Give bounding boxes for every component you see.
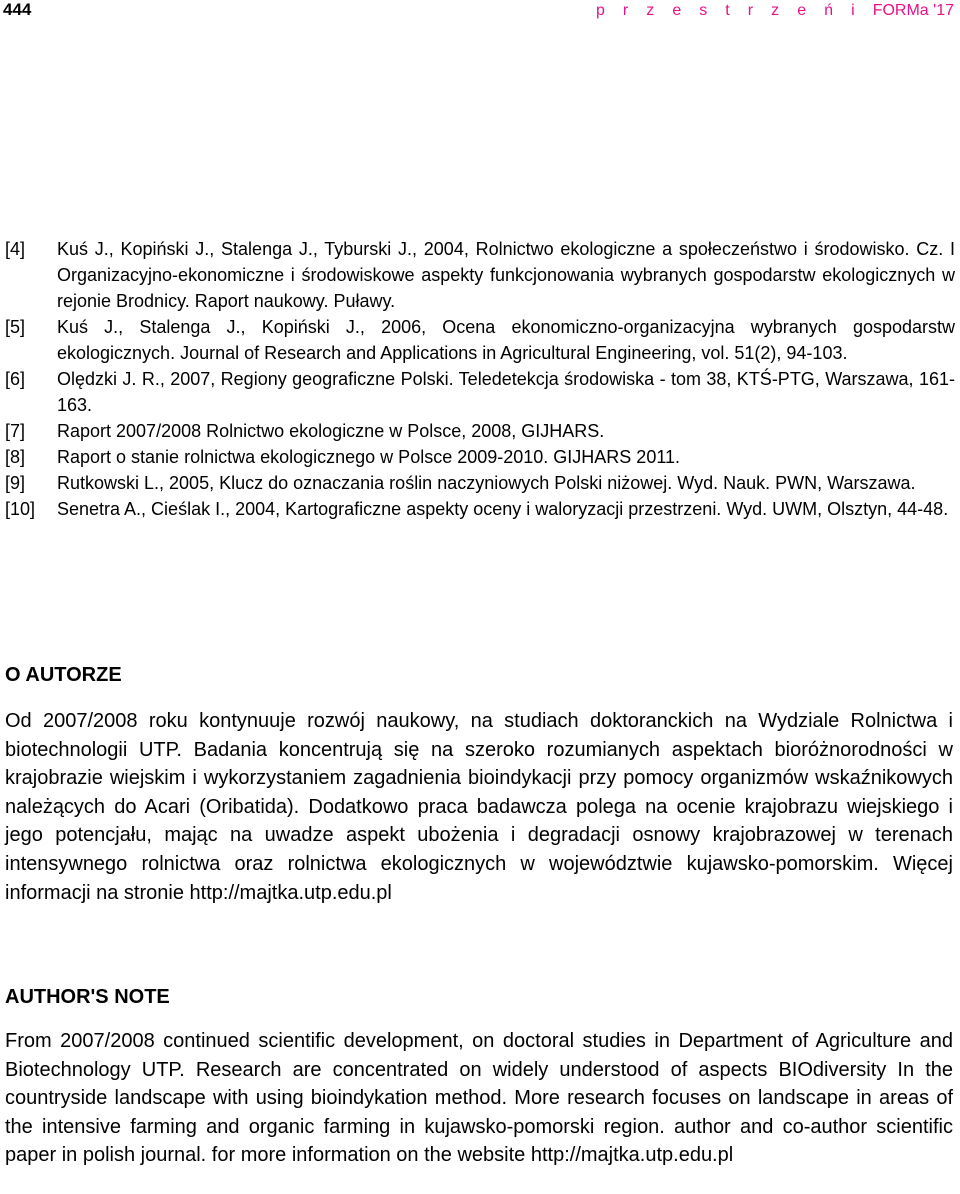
reference-item [5, 418, 955, 444]
reference-number: [8] [5, 447, 26, 467]
reference-item [5, 314, 955, 366]
reference-text: Olędzki J. R., 2007, Regiony geograficzne Polski. Teledetekcja środowiska - tom 38, KTŚ-PTG, Warszawa, 161-163. [57, 369, 955, 415]
about-author-paragraph: Od 2007/2008 roku kontynuuje rozwój naukowy, na studiach doktoranckich na Wydziale Rolnictwa i biotechnologii UTP. Badania koncentrują się na szeroko rozumianych aspektach bioróżnorodności w krajobrazie wiejskim i wykorzystaniem zagadnienia bioindykacji przy pomocy organizmów wskaźnikowych należących do Acari (Oribatida). Dodatkowo praca badawcza polega na ocenie krajobrazu wiejskiego i jego potencjału, mając na uwadze aspekt ubożenia i degradacji osnowy krajobrazowej w terenach intensywnego rolnictwa oraz rolnictwa ekologicznych w województwie kujawsko-pomorskim. Więcej informacji na stronie http://majtka.utp.edu.pl [5, 710, 953, 904]
reference-text: Raport o stanie rolnictwa ekologicznego w Polsce 2009-2010. GIJHARS 2011. [57, 447, 681, 467]
journal-name: p r z e s t r z e ń i [595, 2, 873, 19]
reference-number: [10] [5, 499, 36, 519]
author-note-paragraph: From 2007/2008 continued scientific development, on doctoral studies in Department of Agriculture and Biotechnology UTP. Research are concentrated on widely understood of aspects BIOdiversity In the countryside landscape with using bioindykation method. More research focuses on landscape in areas of the intensive farming and organic farming in kujawsko-pomorski region. author and co-author scientific paper in polish journal. for more information on the website http://majtka.utp.edu.pl [5, 1030, 953, 1167]
reference-item [5, 366, 955, 418]
reference-text: Rutkowski L., 2005, Klucz do oznaczania roślin naczyniowych Polski niżowej. Wyd. Nauk. PWN, Warszawa. [57, 473, 916, 493]
reference-number: [6] [5, 369, 26, 389]
author-note-heading: AUTHOR'S NOTE [5, 986, 170, 1008]
page-number: 444 [3, 0, 32, 19]
reference-number: [4] [5, 239, 26, 259]
journal-issue: '17 [928, 2, 954, 19]
reference-text: Raport 2007/2008 Rolnictwo ekologiczne w Polsce, 2008, GIJHARS. [57, 421, 605, 441]
reference-number: [5] [5, 317, 26, 337]
reference-number: [9] [5, 473, 26, 493]
about-author-heading: O AUTORZE [5, 664, 122, 686]
reference-item [5, 444, 955, 470]
reference-item [5, 496, 955, 522]
page-header [0, 0, 960, 24]
journal-title [596, 2, 954, 20]
reference-item [5, 236, 955, 314]
reference-list [5, 236, 955, 522]
reference-text: Kuś J., Stalenga J., Kopiński J., 2006, Ocena ekonomiczno-organizacyjna wybranych gospodarstw ekologicznych. Journal of Research and Applications in Agricultural Engineering, vol. 51(2), 94-103. [57, 317, 955, 363]
reference-text: Senetra A., Cieślak I., 2004, Kartograficzne aspekty oceny i waloryzacji przestrzeni. Wyd. UWM, Olsztyn, 44-48. [57, 499, 949, 519]
reference-text: Kuś J., Kopiński J., Stalenga J., Tyburski J., 2004, Rolnictwo ekologiczne a społeczeństwo i środowisko. Cz. I Organizacyjno-ekonomiczne i środowiskowe aspekty funkcjonowania wybranych gospodarstw ekologicznych w rejonie Brodnicy. Raport naukowy. Puławy. [57, 239, 955, 311]
reference-item [5, 470, 955, 496]
reference-number: [7] [5, 421, 26, 441]
journal-forma: FORMa [872, 2, 929, 19]
